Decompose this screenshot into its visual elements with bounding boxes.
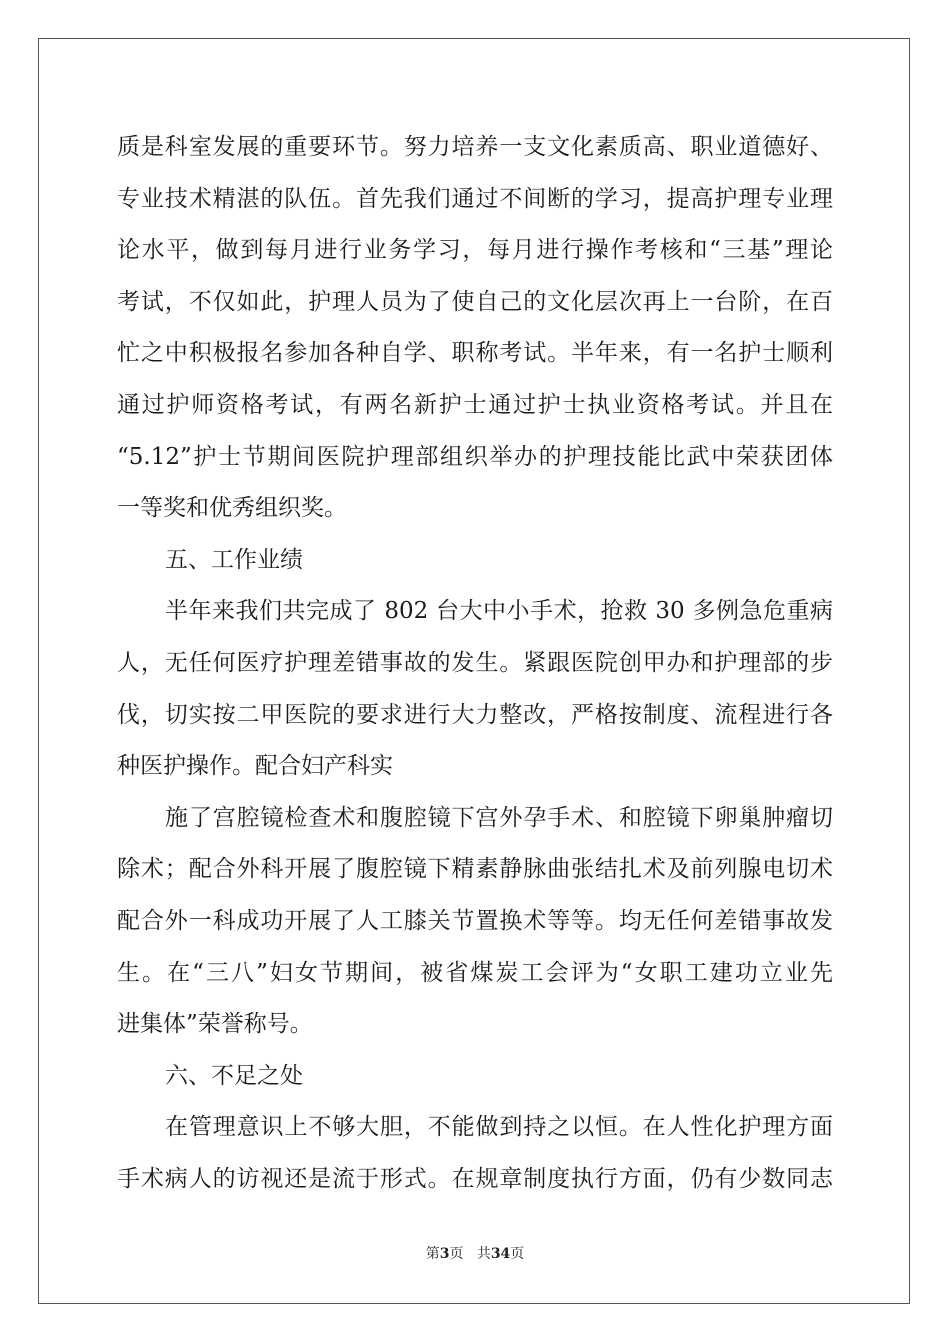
text-line: 伐，切实按二甲医院的要求进行大力整改，严格按制度、流程进行各 bbox=[117, 701, 833, 728]
text-line: 种医护操作。配合妇产科实 bbox=[117, 753, 393, 780]
text-line: 专业技术精湛的队伍。首先我们通过不间断的学习，提高护理专业理 bbox=[117, 185, 833, 212]
text-line: 人，无任何医疗护理差错事故的发生。紧跟医院创甲办和护理部的步 bbox=[117, 649, 833, 676]
text-line: “5.12”护士节期间医院护理部组织举办的护理技能比武中荣获团体 bbox=[117, 443, 833, 470]
page-suffix: 页 bbox=[449, 1246, 464, 1262]
text-line: 半年来我们共完成了 802 台大中小手术，抢救 30 多例急危重病 bbox=[165, 598, 833, 625]
text-line: 论水平，做到每月进行业务学习，每月进行操作考核和“三基”理论 bbox=[117, 237, 833, 264]
text-line: 忙之中积极报名参加各种自学、职称考试。半年来，有一名护士顺利 bbox=[117, 340, 833, 367]
text-line: 施了宫腔镜检查术和腹腔镜下宫外孕手术、和腔镜下卵巢肿瘤切 bbox=[165, 804, 833, 831]
text-line: 手术病人的访视还是流于形式。在规章制度执行方面，仍有少数同志 bbox=[117, 1165, 833, 1192]
section-heading: 六、不足之处 bbox=[165, 1062, 303, 1089]
section-heading: 五、工作业绩 bbox=[165, 546, 303, 573]
text-line: 生。在“三八”妇女节期间，被省煤炭工会评为“女职工建功立业先 bbox=[117, 959, 833, 986]
text-line: 通过护师资格考试，有两名新护士通过护士执业资格考试。并且在 bbox=[117, 391, 833, 418]
page-number: 3 bbox=[439, 1246, 450, 1262]
text-line: 在管理意识上不够大胆，不能做到持之以恒。在人性化护理方面 bbox=[165, 1114, 833, 1141]
text-line: 考试，不仅如此，护理人员为了使自己的文化层次再上一台阶，在百 bbox=[117, 288, 833, 315]
text-line: 一等奖和优秀组织奖。 bbox=[117, 495, 347, 522]
document-body bbox=[117, 122, 833, 1205]
total-pages: 34 bbox=[490, 1246, 511, 1262]
total-prefix: 共 bbox=[476, 1246, 491, 1262]
page-footer bbox=[0, 1243, 950, 1263]
text-line: 配合外一科成功开展了人工膝关节置换术等等。均无任何差错事故发 bbox=[117, 907, 833, 934]
text-line: 质是科室发展的重要环节。努力培养一支文化素质高、职业道德好、 bbox=[117, 134, 833, 160]
page-prefix: 第 bbox=[425, 1246, 440, 1262]
total-suffix: 页 bbox=[510, 1246, 525, 1262]
text-line: 进集体”荣誉称号。 bbox=[117, 1011, 313, 1038]
text-line: 除术；配合外科开展了腹腔镜下精素静脉曲张结扎术及前列腺电切术 bbox=[117, 856, 833, 883]
